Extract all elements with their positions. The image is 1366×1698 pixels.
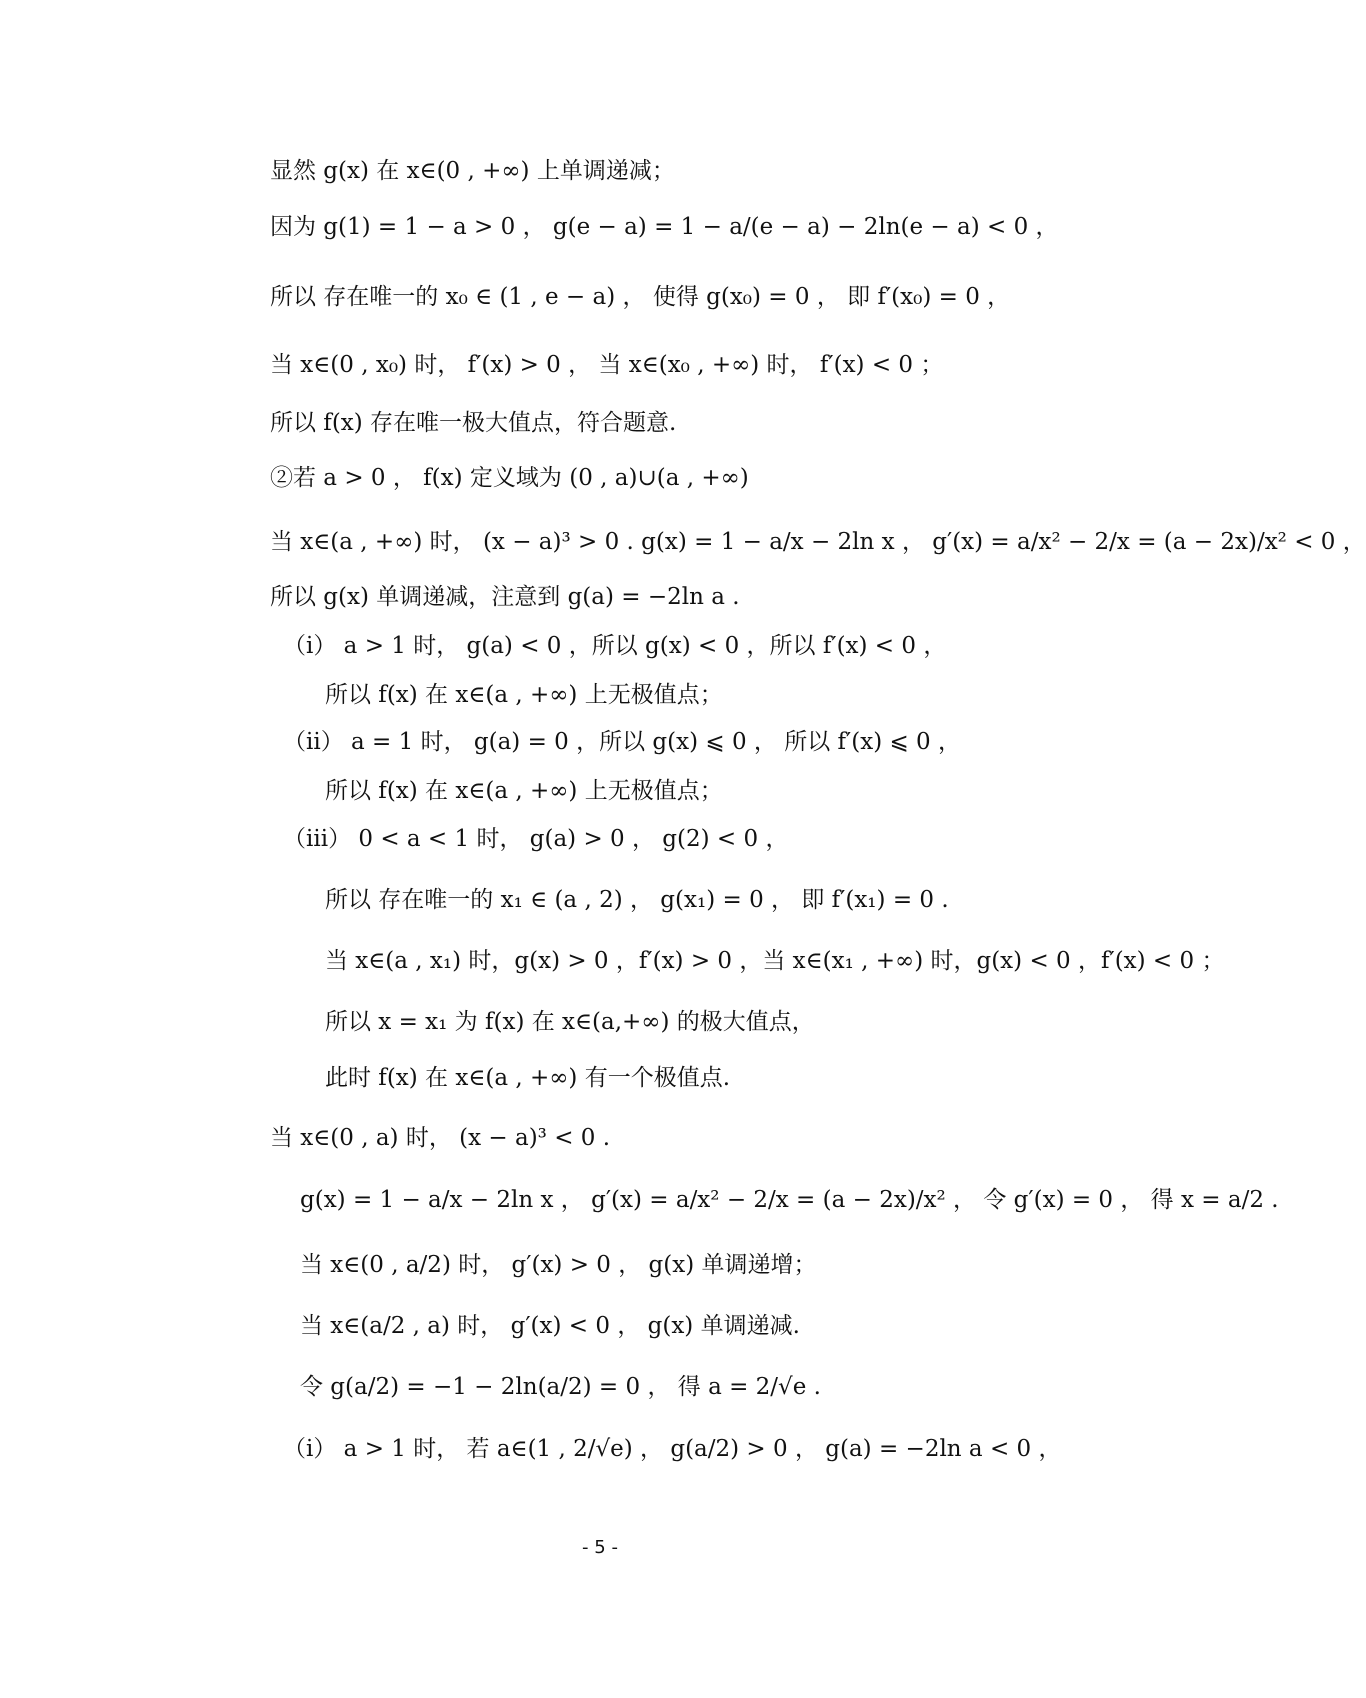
text-line: 显然 g(x) 在 x∈(0 , +∞) 上单调递减；: [270, 158, 675, 184]
text-line: 所以 存在唯一的 x₀ ∈ (1 , e − a) ， 使得 g(x₀) = 0 ， 即 f′(x₀) = 0 ，: [270, 284, 1011, 310]
text-line: 所以 x = x₁ 为 f(x) 在 x∈(a,+∞) 的极大值点，: [325, 1009, 815, 1035]
text-line: 当 x∈(0 , a/2) 时， g′(x) > 0 ， g(x) 单调递增；: [300, 1252, 817, 1278]
text-line: （ii） a = 1 时， g(a) = 0 ，所以 g(x) ⩽ 0 ， 所以 f′(x) ⩽ 0 ，: [283, 729, 962, 755]
text-line: （i） a > 1 时， 若 a∈(1 , 2/√e) ， g(a/2) > 0 ， g(a) = −2ln a < 0 ，: [283, 1436, 1062, 1462]
text-line: 此时 f(x) 在 x∈(a , +∞) 有一个极值点.: [325, 1065, 731, 1091]
page-number: - 5 -: [582, 1537, 618, 1558]
text-line: 当 x∈(a/2 , a) 时， g′(x) < 0 ， g(x) 单调递减.: [300, 1313, 800, 1339]
text-line: 当 x∈(a , +∞) 时， (x − a)³ > 0 . g(x) = 1 − a/x − 2ln x ， g′(x) = a/x² − 2/x = (a − 2x)/x² < 0 ，: [270, 529, 1366, 555]
text-line: 令 g(a/2) = −1 − 2ln(a/2) = 0 ， 得 a = 2/√e .: [300, 1374, 821, 1400]
text-line: 当 x∈(a , x₁) 时，g(x) > 0 ，f′(x) > 0 ，当 x∈(x₁ , +∞) 时，g(x) < 0 ，f′(x) < 0 ；: [325, 948, 1225, 974]
text-line: 所以 f(x) 存在唯一极大值点，符合题意.: [270, 410, 677, 436]
text-line: ②若 a > 0 ， f(x) 定义域为 (0 , a)∪(a , +∞): [270, 465, 749, 491]
text-line: 当 x∈(0 , x₀) 时， f′(x) > 0 ， 当 x∈(x₀ , +∞) 时， f′(x) < 0 ；: [270, 352, 944, 378]
text-line: 所以 f(x) 在 x∈(a , +∞) 上无极值点；: [325, 778, 723, 804]
text-line: 所以 g(x) 单调递减，注意到 g(a) = −2ln a .: [270, 584, 740, 610]
text-line: （iii） 0 < a < 1 时， g(a) > 0 ， g(2) < 0 ，: [283, 826, 789, 852]
text-line: 所以 存在唯一的 x₁ ∈ (a , 2) ， g(x₁) = 0 ， 即 f′(x₁) = 0 .: [325, 887, 949, 913]
text-line: 当 x∈(0 , a) 时， (x − a)³ < 0 .: [270, 1125, 611, 1151]
text-line: 所以 f(x) 在 x∈(a , +∞) 上无极值点；: [325, 682, 723, 708]
text-line: 因为 g(1) = 1 − a > 0 ， g(e − a) = 1 − a/(e − a) − 2ln(e − a) < 0 ，: [270, 214, 1059, 240]
text-line: （i） a > 1 时， g(a) < 0 ，所以 g(x) < 0 ，所以 f′(x) < 0 ，: [283, 633, 947, 659]
text-line: g(x) = 1 − a/x − 2ln x ， g′(x) = a/x² − 2/x = (a − 2x)/x² ， 令 g′(x) = 0 ， 得 x = a/2 .: [300, 1187, 1279, 1213]
